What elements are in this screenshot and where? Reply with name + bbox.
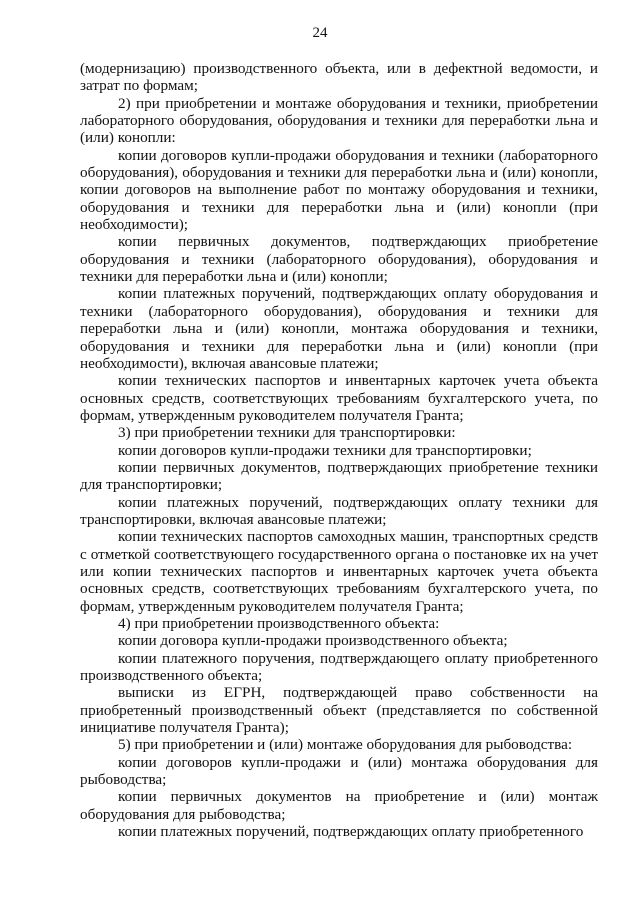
paragraph: копии договоров купли-продажи и (или) монтажа оборудования для рыбоводства;	[80, 753, 598, 789]
paragraph: копии договоров купли-продажи оборудования и техники (лабораторного оборудования), оборудования и техники для переработки льна и (или) конопли, копии договоров на выполнение работ по монтажу оборудования и техники, оборудования и техники для переработки льна и (или) конопли (при необходимости);	[80, 146, 598, 234]
paragraph: копии технических паспортов самоходных машин, транспортных средств с отметкой соответствующего государственного органа о постановке их на учет или копии технических паспортов и инвентарных карточек учета объекта основных средств, соответствующих требованиям бухгалтерского учета, по формам, утвержденным руководителем получателя Гранта;	[80, 528, 598, 615]
paragraph-item-2: 2) при приобретении и монтаже оборудования и техники, приобретении лабораторного оборудования, оборудования и техники для переработки льна и (или) конопли:	[80, 94, 598, 147]
document-body	[80, 60, 598, 840]
paragraph: копии платежного поручения, подтверждающего оплату приобретенного производственного объекта;	[80, 649, 598, 685]
page-number: 24	[312, 25, 328, 41]
paragraph: копии платежных поручений, подтверждающих оплату приобретенного	[118, 823, 584, 841]
paragraph-item-3: 3) при приобретении техники для транспортировки:	[118, 424, 456, 442]
paragraph: копии платежных поручений, подтверждающих оплату техники для транспортировки, включая авансовые платежи;	[80, 493, 598, 528]
paragraph: копии технических паспортов и инвентарных карточек учета объекта основных средств, соответствующих требованиям бухгалтерского учета, по формам, утвержденным руководителем получателя Гранта;	[80, 372, 598, 424]
paragraph-item-5: 5) при приобретении и (или) монтаже оборудования для рыбоводства:	[118, 736, 573, 754]
paragraph-continuation: (модернизацию) производственного объекта, или в дефектной ведомости, и затрат по формам;	[80, 60, 598, 95]
paragraph: копии договора купли-продажи производственного объекта;	[118, 632, 508, 650]
paragraph: выписки из ЕГРН, подтверждающей право собственности на приобретенный производственный объект (представляется по собственной инициативе получателя Гранта);	[80, 684, 598, 737]
paragraph: копии договоров купли-продажи техники для транспортировки;	[118, 441, 532, 459]
paragraph: копии первичных документов, подтверждающих приобретение техники для транспортировки;	[80, 458, 598, 494]
paragraph: копии платежных поручений, подтверждающих оплату оборудования и техники (лабораторного оборудования), оборудования и техники для переработки льна и (или) конопли, монтажа оборудования и техники, оборудования и техники для переработки льна и (или) конопли (при необходимости), включая авансовые платежи;	[80, 285, 598, 372]
paragraph: копии первичных документов на приобретение и (или) монтаж оборудования для рыбоводства;	[80, 788, 598, 823]
paragraph-item-4: 4) при приобретении производственного объекта:	[118, 615, 440, 632]
paragraph: копии первичных документов, подтверждающих приобретение оборудования и техники (лабораторного оборудования), оборудования и техники для переработки льна и (или) конопли;	[80, 233, 598, 286]
